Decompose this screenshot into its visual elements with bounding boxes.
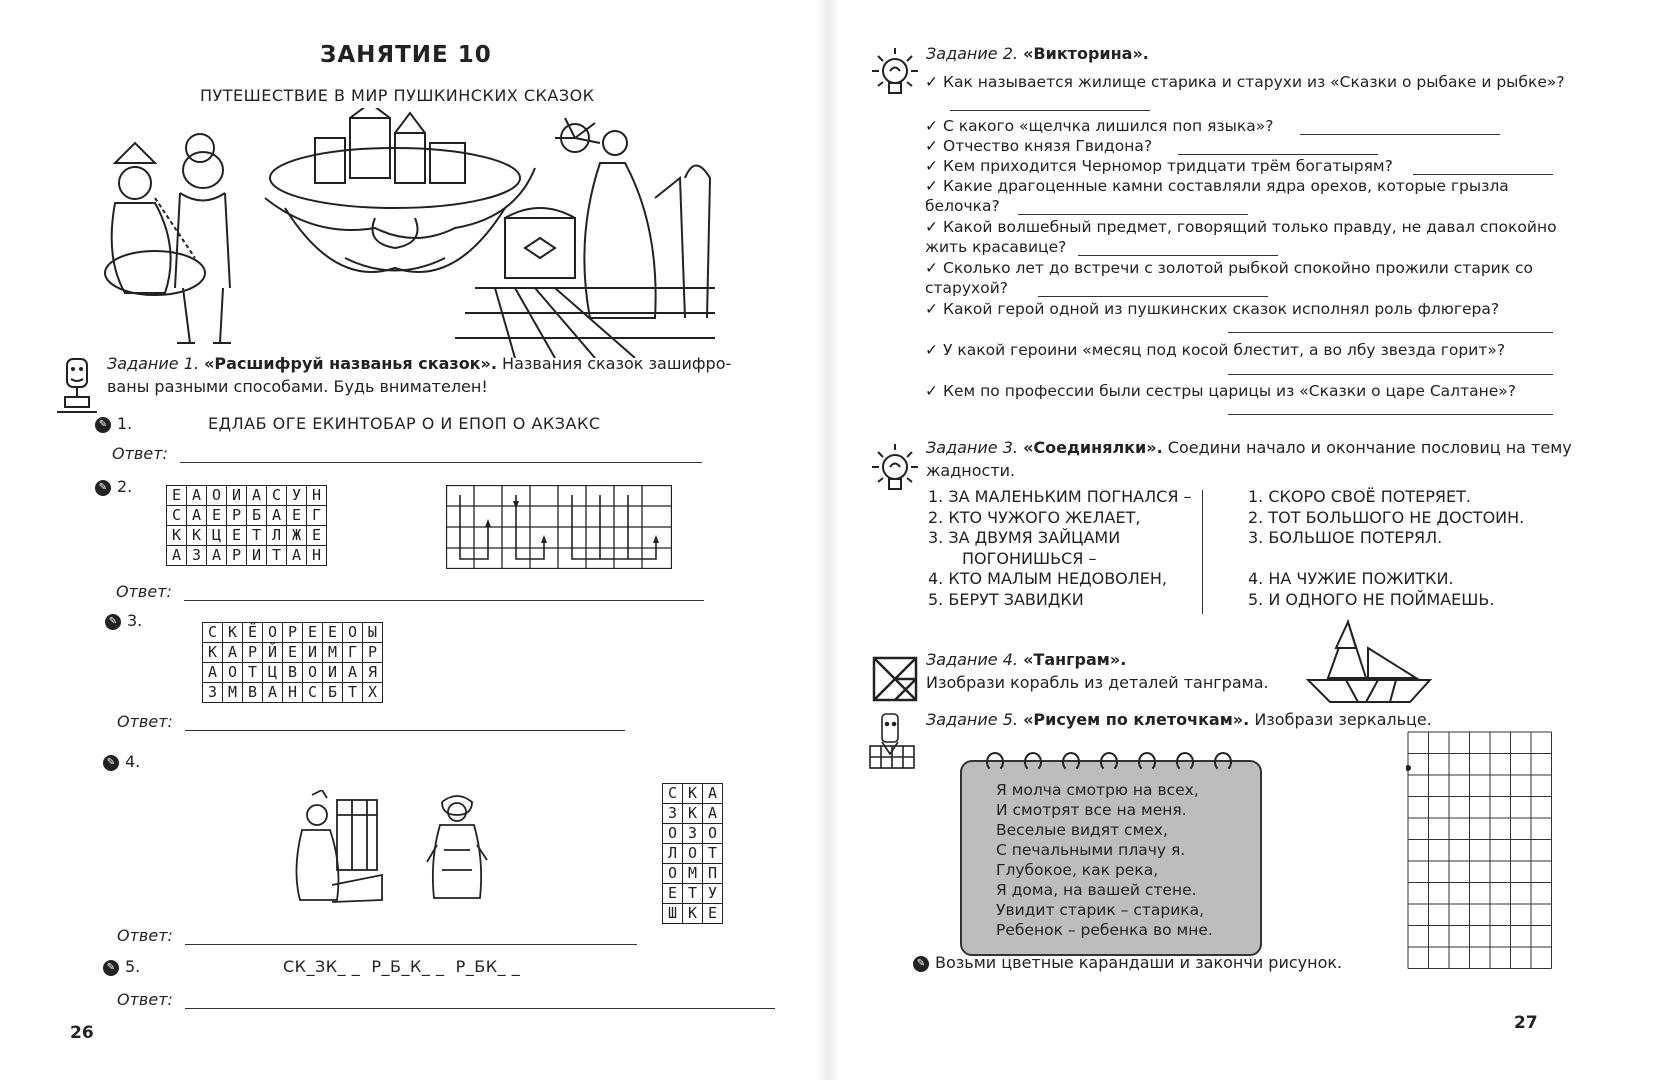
item3-grid-cell: В <box>243 683 263 703</box>
item1-answer-label: Ответ: <box>112 444 168 463</box>
item2-letter-grid <box>166 485 327 566</box>
item3-grid-cell: Е <box>283 643 303 663</box>
item4-grid-cell: Е <box>703 904 723 924</box>
checkmark-icon: ✓ <box>925 117 938 135</box>
task5-desc: Изобрази зеркальце. <box>1254 710 1432 729</box>
notebook-ring-icon <box>1024 752 1042 772</box>
task1-desc: Названия сказок зашифро- <box>502 354 732 373</box>
item3-grid-cell: Б <box>323 683 343 703</box>
quiz-question-5-cont: белочка? <box>925 197 1000 215</box>
item3-grid-cell: С <box>203 623 223 643</box>
item2-number: ✎ 2. <box>95 477 132 496</box>
task3-text <box>926 436 1616 482</box>
item4-grid-cell: Ш <box>663 904 683 924</box>
checkmark-icon: ✓ <box>925 341 938 359</box>
item4-grid-cell: К <box>683 804 703 824</box>
item2-grid-cell: Б <box>247 506 267 526</box>
item3-grid-cell: Р <box>243 643 263 663</box>
task1-label: Задание 1. <box>107 354 199 373</box>
item5-answer-line[interactable] <box>185 1008 775 1009</box>
item2-grid-cell: З <box>187 546 207 566</box>
proverb-end-2[interactable]: 2. ТОТ БОЛЬШОГО НЕ ДОСТОИН. <box>1248 507 1525 527</box>
task5-label: Задание 5. <box>926 710 1018 729</box>
item4-answer-line[interactable] <box>185 944 637 945</box>
item4-grid-cell: А <box>703 784 723 804</box>
notebook-ring-icon <box>1100 752 1118 772</box>
item4-grid-cell: А <box>703 804 723 824</box>
proverb-end-1[interactable]: 1. СКОРО СВОЁ ПОТЕРЯЕТ. <box>1248 487 1471 506</box>
task2-label: Задание 2. <box>926 44 1018 63</box>
poem-line: Увидит старик – старика, <box>996 901 1205 919</box>
pencil-bullet-icon: ✎ <box>103 960 119 976</box>
item4-grid-cell: Л <box>663 844 683 864</box>
item2-grid-cell: Е <box>307 526 327 546</box>
checkmark-icon: ✓ <box>925 259 938 277</box>
item2-grid-cell: А <box>207 546 227 566</box>
pencil-bullet-icon: ✎ <box>95 417 111 433</box>
item2-grid-cell: Е <box>167 486 187 506</box>
item3-grid-cell: К <box>223 623 243 643</box>
checkmark-icon: ✓ <box>925 157 938 175</box>
item3-grid-cell: Г <box>343 643 363 663</box>
item3-grid-cell: А <box>203 663 223 683</box>
item2-grid-cell: К <box>187 526 207 546</box>
proverb-end-5[interactable]: 5. И ОДНОГО НЕ ПОЙМАЕШЬ. <box>1248 589 1495 609</box>
quiz-question-6-cont: жить красавице? <box>925 238 1067 256</box>
item4-answer-label: Ответ: <box>117 926 173 945</box>
item2-grid-cell: У <box>287 486 307 506</box>
task2-header <box>926 42 1149 65</box>
item2-grid-cell: А <box>267 506 287 526</box>
item2-grid-cell: А <box>247 486 267 506</box>
item3-grid-cell: Т <box>243 663 263 683</box>
checkmark-icon: ✓ <box>925 73 938 91</box>
item3-grid-cell: В <box>283 663 303 683</box>
task1-name: «Расшифруй названья сказок». <box>204 354 497 373</box>
task5-text <box>926 708 1432 731</box>
item3-grid-cell: Ц <box>263 663 283 683</box>
proverb-end-4[interactable]: 4. НА ЧУЖИЕ ПОЖИТКИ. <box>1248 569 1454 588</box>
proverb-endings <box>1248 487 1524 610</box>
lesson-title: ЗАНЯТИЕ 10 <box>320 42 492 68</box>
task4-desc: Изобрази корабль из деталей танграма. <box>926 673 1269 692</box>
old-woman-illustration <box>422 790 492 905</box>
item3-grid-cell: Р <box>283 623 303 643</box>
poem-line: Я молча смотрю на всех, <box>996 781 1199 799</box>
quiz-question-3: ✓ Отчество князя Гвидона? <box>925 137 1153 155</box>
quiz-question-1: ✓ Как называется жилище старика и старухи из «Сказки о рыбаке и рыбке»? <box>925 73 1565 91</box>
poem-line: И смотрят все на меня. <box>996 801 1187 819</box>
item4-grid-cell: П <box>703 864 723 884</box>
task1-desc-2: ваны разными способами. Будь внимателен! <box>107 377 488 396</box>
item4-grid-cell: О <box>663 864 683 884</box>
old-woman-at-loom-illustration <box>272 790 392 905</box>
notebook-ring-icon <box>1138 752 1156 772</box>
item3-grid-cell: Е <box>323 623 343 643</box>
tangram-ship-figure <box>1306 618 1434 708</box>
item3-answer-label: Ответ: <box>117 712 173 731</box>
item2-grid-cell: Ц <box>207 526 227 546</box>
item2-grid-cell: О <box>207 486 227 506</box>
task2-name: «Викторина». <box>1023 44 1149 63</box>
pencil-bullet-icon: ✎ <box>95 480 111 496</box>
task1-text <box>107 352 767 398</box>
item4-number: ✎ 4. <box>103 752 140 771</box>
item3-grid-cell: Р <box>363 643 383 663</box>
item3-grid-cell: И <box>323 663 343 683</box>
item4-grid-cell: О <box>683 844 703 864</box>
quiz-answer-line-5[interactable] <box>1018 214 1248 215</box>
proverb-start-1[interactable]: 1. ЗА МАЛЕНЬКИМ ПОГНАЛСЯ – <box>928 487 1192 506</box>
task3-desc-2: жадности. <box>926 461 1016 480</box>
item3-grid-cell: И <box>303 643 323 663</box>
task5-footer: ✎ Возьми цветные карандаши и закончи рисунок. <box>913 953 1342 972</box>
checkmark-icon: ✓ <box>925 218 938 236</box>
item3-grid-cell: З <box>203 683 223 703</box>
item5-answer-label: Ответ: <box>117 990 173 1009</box>
rock-shape <box>105 251 205 295</box>
notebook-ring-icon <box>986 752 1004 772</box>
item3-answer-line[interactable] <box>185 730 625 731</box>
item3-grid-cell: Ы <box>363 623 383 643</box>
item2-grid-cell: К <box>167 526 187 546</box>
item3-grid-cell: Й <box>263 643 283 663</box>
item3-grid-cell: Н <box>283 683 303 703</box>
item3-grid-cell: О <box>343 623 363 643</box>
quiz-question-5: ✓ Какие драгоценные камни составляли ядра орехов, которые грызла <box>925 177 1509 195</box>
item2-grid-cell: А <box>187 486 207 506</box>
pencil-character-icon <box>868 712 918 770</box>
item2-grid-cell: С <box>167 506 187 526</box>
quiz-answer-line-3[interactable] <box>1178 154 1378 155</box>
column-divider <box>1202 490 1203 614</box>
item3-grid-cell: О <box>263 623 283 643</box>
task3-name: «Соединялки». <box>1023 438 1163 457</box>
item4-grid-cell: Т <box>683 884 703 904</box>
item2-grid-cell: Р <box>227 546 247 566</box>
pencil-bullet-icon: ✎ <box>103 755 119 771</box>
quiz-question-7: ✓ Сколько лет до встречи с золотой рыбкой спокойно прожили старик со <box>925 259 1534 277</box>
priest-hat <box>115 143 155 163</box>
item3-grid-cell: Т <box>343 683 363 703</box>
poem-line: Я дома, на вашей стене. <box>996 881 1197 899</box>
item4-letter-grid <box>662 783 723 924</box>
item4-grid-cell: З <box>683 824 703 844</box>
proverb-beginnings <box>928 487 1192 610</box>
item2-grid-cell: Е <box>207 506 227 526</box>
proverb-start-4[interactable]: 4. КТО МАЛЫМ НЕДОВОЛЕН, <box>928 569 1168 588</box>
item3-grid-cell: С <box>303 683 323 703</box>
item3-grid-cell: М <box>223 683 243 703</box>
item2-grid-cell: А <box>167 546 187 566</box>
item2-answer-label: Ответ: <box>116 582 172 601</box>
item2-grid-cell: Р <box>227 506 247 526</box>
quiz-question-4: ✓ Кем приходится Черномор тридцати трём богатырям? <box>925 157 1393 175</box>
checkmark-icon: ✓ <box>925 300 938 318</box>
item2-grid-cell: А <box>287 546 307 566</box>
task4-name: «Танграм». <box>1023 650 1127 669</box>
item4-grid-cell: У <box>703 884 723 904</box>
item4-grid-cell: М <box>683 864 703 884</box>
page-number-right: 27 <box>1514 1013 1538 1033</box>
poem-line: Ребенок – ребенка во мне. <box>996 921 1213 939</box>
item3-letter-grid <box>202 622 383 703</box>
lightbulb-icon <box>870 46 920 106</box>
task5-name: «Рисуем по клеточкам». <box>1023 710 1250 729</box>
item1-cipher: ЕДЛАБ ОГЕ ЕКИНТОБАР О И ЕПОП О АКЗАКС <box>208 414 601 433</box>
notebook-ring-icon <box>1062 752 1080 772</box>
item3-grid-cell: О <box>303 663 323 683</box>
item3-grid-cell: М <box>323 643 343 663</box>
quiz-question-2: ✓ С какого «щелчка лишился поп языка»? <box>925 117 1274 135</box>
checkmark-icon: ✓ <box>925 382 938 400</box>
item4-grid-cell: К <box>683 784 703 804</box>
pencil-bullet-icon: ✎ <box>913 956 929 972</box>
item2-grid-cell: С <box>267 486 287 506</box>
item3-grid-cell: Ё <box>243 623 263 643</box>
item1-number: ✎ 1. <box>95 414 132 433</box>
poem-line: С печальными плачу я. <box>996 841 1186 859</box>
quiz-answer-line-9[interactable] <box>1228 374 1553 375</box>
quiz-question-9: ✓ У какой героини «месяц под косой блестит, а во лбу звезда горит»? <box>925 341 1506 359</box>
item2-path-grid <box>446 485 672 569</box>
item3-grid-cell: А <box>223 643 243 663</box>
item2-grid-cell: Н <box>307 546 327 566</box>
quiz-answer-line-10[interactable] <box>1228 414 1553 415</box>
item2-grid-cell: Ж <box>287 526 307 546</box>
lightbulb-icon <box>870 442 920 502</box>
item3-grid-cell: А <box>343 663 363 683</box>
item3-grid-cell: Х <box>363 683 383 703</box>
item3-grid-cell: А <box>263 683 283 703</box>
item2-grid-cell: Г <box>307 506 327 526</box>
page-number-left: 26 <box>70 1023 94 1043</box>
proverb-start-2[interactable]: 2. КТО ЧУЖОГО ЖЕЛАЕТ, <box>928 507 1141 527</box>
item4-grid-cell: О <box>663 824 683 844</box>
task4-text <box>926 648 1269 694</box>
item2-grid-cell: Е <box>227 526 247 546</box>
checkmark-icon: ✓ <box>925 137 938 155</box>
checkmark-icon: ✓ <box>925 177 938 195</box>
riddle-poem <box>996 780 1213 940</box>
poem-line: Веселые видят смех, <box>996 821 1168 839</box>
poem-line: Глубокое, как река, <box>996 861 1159 879</box>
item3-grid-cell: Я <box>363 663 383 683</box>
item3-grid-cell: К <box>203 643 223 663</box>
item1-answer-line[interactable] <box>180 462 702 463</box>
grid-start-point <box>1406 765 1411 771</box>
notebook-ring-icon <box>1176 752 1194 772</box>
task3-desc: Соедини начало и окончание пословиц на тему <box>1167 438 1572 457</box>
task3-label: Задание 3. <box>926 438 1018 457</box>
quiz-answer-line-4[interactable] <box>1413 174 1553 175</box>
item2-grid-cell: Н <box>307 486 327 506</box>
item2-grid-cell: Т <box>267 546 287 566</box>
fairy-tale-illustration <box>95 108 775 358</box>
item5-word-puzzle: СК_ЗК_ _ Р_Б_К_ _ Р_БК_ _ <box>283 957 521 976</box>
item2-grid-cell: И <box>247 546 267 566</box>
drawing-grid[interactable] <box>1406 730 1554 970</box>
item3-grid-cell: Е <box>303 623 323 643</box>
item2-grid-cell: Л <box>267 526 287 546</box>
item4-grid-cell: О <box>703 824 723 844</box>
item5-number: ✎ 5. <box>103 957 140 976</box>
quiz-answer-line-6[interactable] <box>1078 255 1278 256</box>
task4-label: Задание 4. <box>926 650 1018 669</box>
right-page <box>828 0 1656 1080</box>
thinking-person-icon <box>55 357 99 415</box>
proverb-end-3[interactable]: 3. БОЛЬШОЕ ПОТЕРЯЛ. <box>1248 528 1443 547</box>
notebook-ring-icon <box>1214 752 1232 772</box>
item4-grid-cell: З <box>663 804 683 824</box>
item4-grid-cell: К <box>683 904 703 924</box>
quiz-question-10: ✓ Кем по профессии были сестры царицы из «Сказки о царе Салтане»? <box>925 382 1516 400</box>
quiz-answer-line-7[interactable] <box>1038 296 1268 297</box>
item4-grid-cell: Е <box>663 884 683 904</box>
lesson-subtitle: ПУТЕШЕСТВИЕ В МИР ПУШКИНСКИХ СКАЗОК <box>200 86 595 105</box>
pencil-bullet-icon: ✎ <box>105 614 121 630</box>
quiz-answer-line-2[interactable] <box>1300 134 1500 135</box>
item2-grid-cell: Е <box>287 506 307 526</box>
quiz-question-8: ✓ Какой герой одной из пушкинских сказок исполнял роль флюгера? <box>925 300 1500 318</box>
item4-grid-cell: С <box>663 784 683 804</box>
proverb-start-5[interactable]: 5. БЕРУТ ЗАВИДКИ <box>928 589 1084 609</box>
item3-grid-cell: О <box>223 663 243 683</box>
item2-answer-line[interactable] <box>184 600 704 601</box>
item2-grid-cell: А <box>187 506 207 526</box>
proverb-start-3-cont: ПОГОНИШЬСЯ – <box>962 548 1097 568</box>
proverb-start-3[interactable]: 3. ЗА ДВУМЯ ЗАЙЦАМИ <box>928 528 1121 547</box>
quiz-question-7-cont: старухой? <box>925 279 1009 297</box>
quiz-answer-line-8[interactable] <box>1228 332 1553 333</box>
tangram-square-icon <box>872 656 918 702</box>
quiz-answer-line-1[interactable] <box>950 110 1150 111</box>
item2-grid-cell: И <box>227 486 247 506</box>
item2-grid-cell: Т <box>247 526 267 546</box>
quiz-question-6: ✓ Какой волшебный предмет, говорящий только правду, не давал спокойно <box>925 218 1557 236</box>
item3-number: ✎ 3. <box>105 611 142 630</box>
item4-grid-cell: Т <box>703 844 723 864</box>
